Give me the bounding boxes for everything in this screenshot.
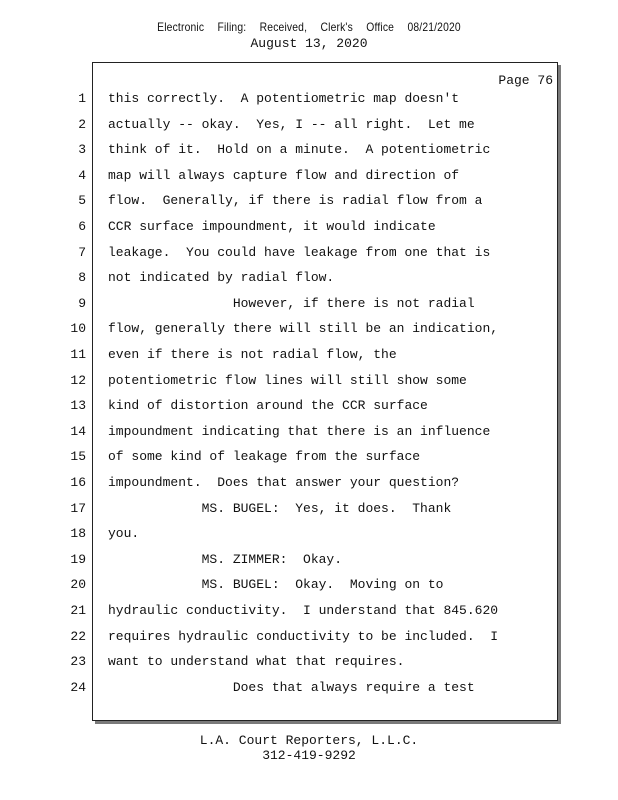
transcript-line: Does that always require a test bbox=[108, 679, 475, 695]
line-number: 13 bbox=[70, 398, 86, 414]
transcript-line: even if there is not radial flow, the bbox=[108, 347, 397, 362]
line-number: 22 bbox=[70, 628, 86, 644]
line-number: 5 bbox=[78, 193, 86, 209]
filing-date: 08/21/2020 bbox=[407, 20, 461, 34]
transcript-line: potentiometric flow lines will still show some bbox=[108, 372, 467, 388]
filing-word: Received, bbox=[259, 20, 308, 34]
filing-stamp bbox=[43, 20, 574, 34]
transcript-line: not indicated by radial flow. bbox=[108, 270, 335, 286]
line-number: 2 bbox=[78, 116, 86, 132]
transcript-line: MS. BUGEL: Okay. Moving on to bbox=[108, 577, 444, 593]
line-number: 18 bbox=[70, 526, 86, 542]
transcript-line: hydraulic conductivity. I understand that 845.620 bbox=[108, 603, 499, 618]
line-number: 23 bbox=[70, 654, 86, 670]
line-number: 4 bbox=[78, 167, 86, 183]
filing-word: Electronic bbox=[157, 20, 205, 34]
line-number: 15 bbox=[70, 449, 86, 465]
transcript-line: impoundment. Does that answer your question? bbox=[108, 475, 460, 490]
line-number: 20 bbox=[70, 577, 86, 593]
reporter-company: L.A. Court Reporters, L.L.C. bbox=[199, 733, 419, 748]
line-number: 1 bbox=[78, 91, 86, 106]
transcript-line: map will always capture flow and direction of bbox=[108, 167, 460, 183]
transcript-line: actually -- okay. Yes, I -- all right. Let me bbox=[108, 116, 475, 132]
line-number: 11 bbox=[70, 347, 86, 362]
line-number: 19 bbox=[70, 551, 86, 567]
transcript-line: However, if there is not radial bbox=[108, 295, 475, 311]
transcript-line: think of it. Hold on a minute. A potentiometric bbox=[108, 142, 491, 158]
line-number: 8 bbox=[78, 270, 86, 286]
line-number: 17 bbox=[70, 500, 86, 516]
filing-word: Filing: bbox=[217, 20, 247, 34]
transcript-line: MS. ZIMMER: Okay. bbox=[108, 551, 343, 567]
line-number: 14 bbox=[70, 423, 86, 439]
transcript-line: you. bbox=[108, 526, 140, 542]
transcript-line: leakage. You could have leakage from one that is bbox=[108, 244, 491, 260]
transcript-line: flow. Generally, if there is radial flow from a bbox=[108, 193, 483, 209]
line-number: 7 bbox=[78, 244, 86, 260]
line-number: 9 bbox=[78, 295, 86, 311]
transcript-line: requires hydraulic conductivity to be included. I bbox=[108, 628, 499, 644]
transcript-line: CCR surface impoundment, it would indicate bbox=[108, 219, 436, 234]
line-number: 16 bbox=[70, 475, 86, 490]
reporter-phone: 312-419-9292 bbox=[262, 748, 356, 763]
filing-word: Office bbox=[366, 20, 395, 34]
line-number: 3 bbox=[78, 142, 86, 158]
transcript-line: kind of distortion around the CCR surface bbox=[108, 398, 428, 414]
filing-word: Clerk's bbox=[320, 20, 353, 34]
transcript-date: August 13, 2020 bbox=[250, 36, 368, 51]
transcript-line: this correctly. A potentiometric map doesn't bbox=[108, 91, 460, 106]
transcript-line: impoundment indicating that there is an influence bbox=[108, 423, 491, 439]
line-number: 6 bbox=[78, 219, 86, 234]
line-number: 12 bbox=[70, 372, 86, 388]
page-number: Page 76 bbox=[498, 73, 553, 88]
line-number: 24 bbox=[70, 679, 86, 695]
transcript-line: want to understand what that requires. bbox=[108, 654, 405, 670]
transcript-page bbox=[92, 62, 558, 721]
transcript-line: MS. BUGEL: Yes, it does. Thank bbox=[108, 500, 452, 516]
line-number: 21 bbox=[70, 603, 86, 618]
transcript-line: flow, generally there will still be an indication, bbox=[108, 321, 499, 337]
transcript-line: of some kind of leakage from the surface bbox=[108, 449, 421, 465]
line-number: 10 bbox=[70, 321, 86, 337]
